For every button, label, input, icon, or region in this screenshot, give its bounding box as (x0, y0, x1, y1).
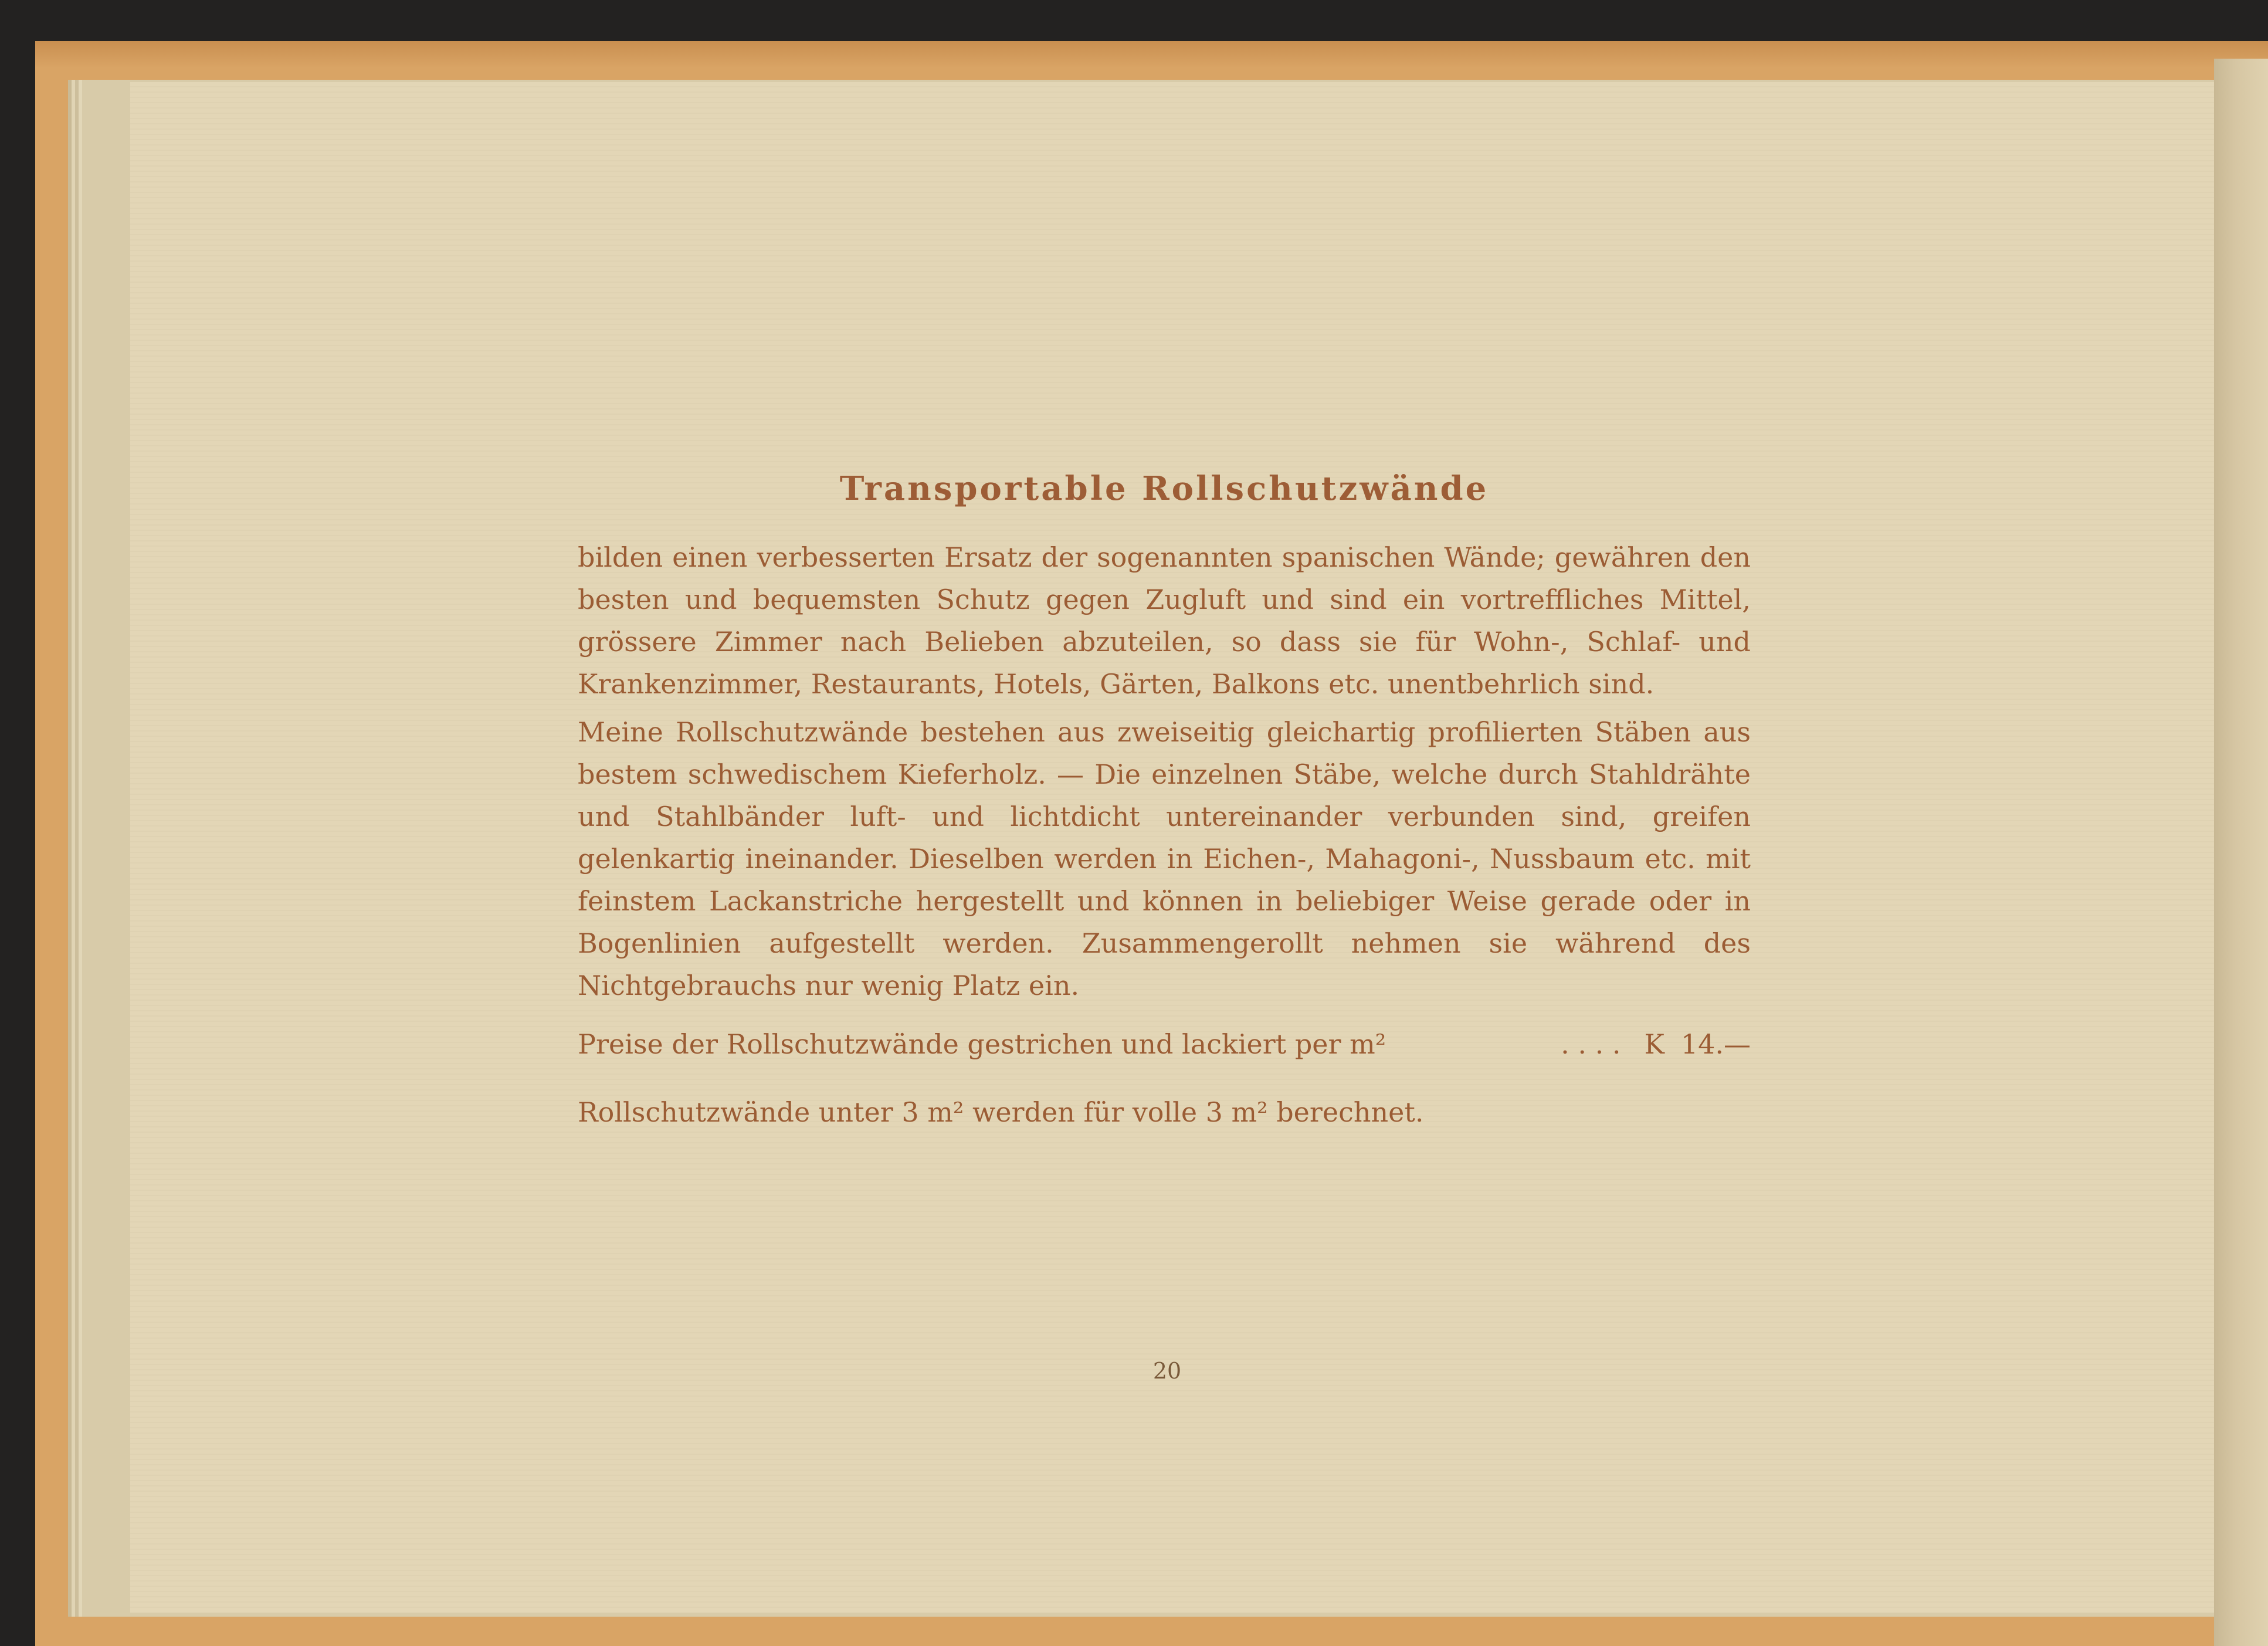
page-content (578, 469, 1751, 1160)
binding-gutter (2214, 59, 2268, 1646)
price-line (578, 1023, 1751, 1065)
paragraph-intro: bilden einen verbesserten Ersatz der sogenannten spanischen Wände; gewähren den besten und bequemsten Schutz gegen Zugluft und sind ein vortreffliches Mittel, grössere Zimmer nach Belieben abzuteilen, so dass sie für Wohn-, Schlaf- und Krankenzimmer, Restaurants, Hotels, Gärten, Balkons etc. unentbehrlich sind. (578, 541, 1751, 700)
page-number: 20 (1152, 1358, 1182, 1384)
price-label: Preise der Rollschutzwände gestrichen und lackiert per m² (578, 1028, 1386, 1060)
paragraph-description: Meine Rollschutzwände bestehen aus zweiseitig gleichartig profilierten Stäben aus bestem schwedischem Kieferholz. — Die einzelnen Stäbe, welche durch Stahldrähte und Stahlbänder luft- und lichtdicht untereinander verbunden sind, greifen gelenkartig ineinander. Dieselben werden in Eichen-, Mahagoni-, Nussbaum etc. mit feinstem Lackanstriche hergestellt und können in beliebiger Weise gerade oder in Bogenlinien aufgestellt werden. Zusammengerollt nehmen sie während des Nichtgebrauchs nur wenig Platz ein. (578, 716, 1751, 1001)
pricing-note: Rollschutzwände unter 3 m² werden für volle 3 m² berechnet. (578, 1096, 1424, 1128)
cover-top-edge (35, 41, 2268, 68)
page-title: Transportable Rollschutzwände (839, 469, 1489, 508)
price-leader-dots: . . . . (1561, 1028, 1621, 1060)
price-currency: K (1644, 1028, 1664, 1060)
price-amount: 14.— (1680, 1028, 1751, 1060)
